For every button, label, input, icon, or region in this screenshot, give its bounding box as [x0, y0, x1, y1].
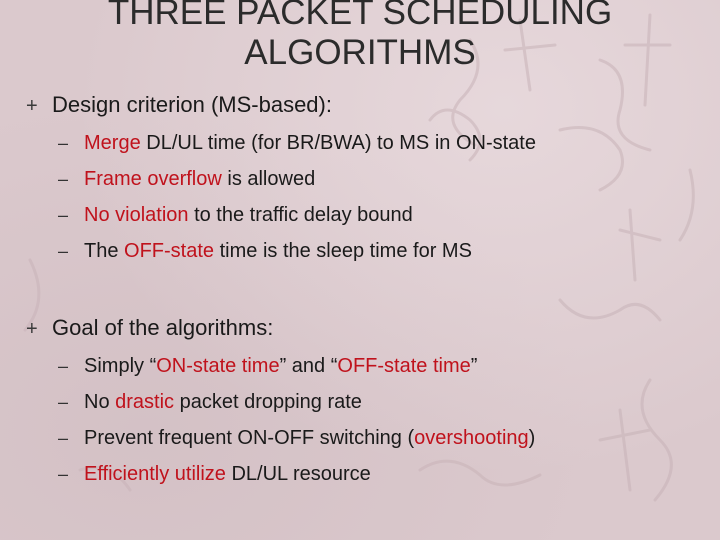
title-line-1: THREE PACKET SCHEDULING	[107, 0, 613, 32]
highlighted-text: drastic	[115, 391, 175, 413]
list-item-text	[84, 203, 413, 227]
text-segment: ”	[470, 355, 478, 377]
section-design-criterion	[26, 92, 706, 275]
section-heading: Design criterion (MS-based):	[52, 92, 332, 117]
sub-bullet-list	[26, 131, 706, 275]
highlighted-text: Efficiently utilize	[84, 463, 226, 485]
highlighted-text: overshooting	[414, 427, 529, 449]
list-item-text	[84, 390, 362, 414]
list-item	[26, 426, 706, 462]
plus-bullet-icon: +	[26, 95, 38, 117]
title-line-2: ALGORITHMS	[244, 33, 476, 72]
list-item	[26, 203, 706, 239]
text-segment: Simply “	[84, 355, 157, 377]
text-segment: ” and “	[279, 355, 338, 377]
list-item-text	[84, 239, 472, 263]
text-segment: is allowed	[221, 168, 316, 190]
highlighted-text: Frame overflow	[84, 168, 222, 190]
highlighted-text: Merge	[84, 132, 141, 154]
dash-bullet-icon: –	[58, 428, 69, 448]
dash-bullet-icon: –	[58, 464, 69, 484]
section-heading-row	[26, 92, 706, 119]
dash-bullet-icon: –	[58, 356, 69, 376]
text-segment: DL/UL resource	[225, 463, 371, 485]
section-goal	[26, 315, 706, 498]
dash-bullet-icon: –	[58, 392, 69, 412]
dash-bullet-icon: –	[58, 169, 69, 189]
dash-bullet-icon: –	[58, 241, 69, 261]
text-segment: to the traffic delay bound	[188, 204, 413, 226]
list-item	[26, 167, 706, 203]
list-item	[26, 354, 706, 390]
dash-bullet-icon: –	[58, 205, 69, 225]
text-segment: The	[84, 240, 125, 262]
list-item-text	[84, 131, 536, 155]
list-item	[26, 390, 706, 426]
text-segment: )	[528, 427, 536, 449]
list-item	[26, 239, 706, 275]
list-item	[26, 131, 706, 167]
slide-title	[60, 0, 660, 73]
section-heading-row	[26, 315, 706, 342]
text-segment: Prevent frequent ON-OFF switching (	[84, 427, 415, 449]
highlighted-text: No violation	[84, 204, 189, 226]
plus-bullet-icon: +	[26, 318, 38, 340]
text-segment: time is the sleep time for MS	[214, 240, 472, 262]
dash-bullet-icon: –	[58, 133, 69, 153]
highlighted-text: OFF-state	[124, 240, 215, 262]
section-heading: Goal of the algorithms:	[52, 315, 274, 340]
text-segment: packet dropping rate	[174, 391, 362, 413]
highlighted-text: ON-state time	[156, 355, 280, 377]
highlighted-text: OFF-state time	[337, 355, 471, 377]
list-item-text	[84, 167, 315, 191]
text-segment: No	[84, 391, 116, 413]
sub-bullet-list	[26, 354, 706, 498]
list-item-text	[84, 462, 371, 486]
text-segment: DL/UL time (for BR/BWA) to MS in ON-state	[140, 132, 536, 154]
list-item	[26, 462, 706, 498]
list-item-text	[84, 354, 477, 378]
list-item-text	[84, 426, 535, 450]
